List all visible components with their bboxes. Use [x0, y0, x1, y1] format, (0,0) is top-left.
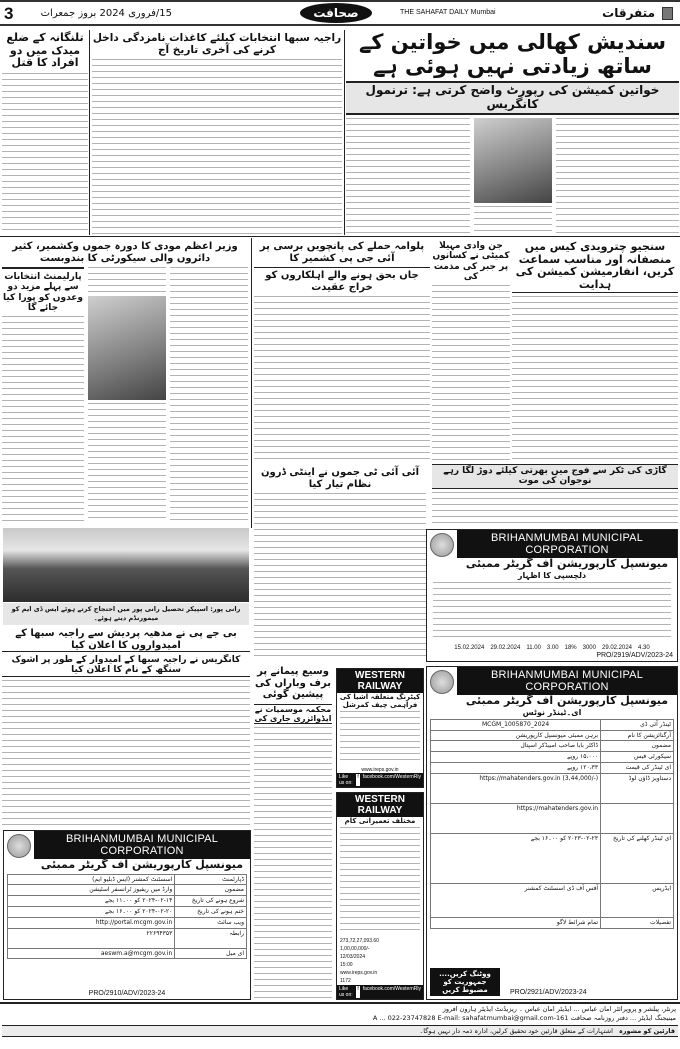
ad-date: 29.02.2024	[601, 645, 633, 651]
parliament-headline: پارلیمنٹ انتخابات سے پہلے مزید دو وعدوں کو پورا کیا جائے گا	[2, 267, 84, 313]
pulwama-headline: پلوامہ حملے کی پانچویں برسی پر آئی جی پی کشمیر کا	[259, 241, 425, 264]
english-title: THE SAHAFAT DAILY Mumbai	[400, 9, 496, 16]
ad-amount: 1,00,00,000/-	[340, 946, 370, 952]
rajya-sabha-body	[92, 59, 342, 234]
modi-body	[88, 267, 166, 293]
ad-date: 15.02.2024	[454, 645, 485, 651]
notice-label: قارئین کو مشورہ	[618, 1026, 675, 1035]
row-label: ایڈریس	[601, 883, 674, 917]
pulwama-body	[254, 296, 430, 463]
row-value: آفس آف ڈی اسسٹنٹ کمشنر	[431, 883, 601, 917]
pulwama-story	[254, 241, 430, 463]
facebook-link[interactable]: facebook.com/WesternRly	[362, 986, 421, 992]
politician-photo	[474, 118, 552, 203]
modi-photo	[88, 296, 166, 400]
ad-date: 29.02.2024	[490, 645, 521, 651]
iit-body	[254, 493, 426, 659]
page-header	[0, 0, 680, 26]
congress-headline: کانگریس نے راجیہ سبھا کے امیدوار کے طور پر اشوک سنگھ کے نام کا اعلان کیا	[2, 655, 250, 677]
section-icon	[662, 7, 673, 20]
table-row	[8, 885, 247, 896]
row-label	[601, 803, 674, 833]
sandeshkhali-body	[346, 118, 470, 234]
facebook-icon: f	[356, 986, 359, 998]
row-value: ۲۰۲۴-۰۲-۱۴ کو ۰۰۔۱۱ بجے	[8, 896, 175, 907]
ad-urdu-title: میونسپل کارپوریشن آف گریٹر ممبئی	[465, 694, 669, 707]
iit-story	[254, 467, 426, 659]
facebook-link[interactable]: facebook.com/WesternRly	[362, 774, 421, 780]
table-row	[8, 907, 247, 918]
ad-time: 11.00	[526, 645, 541, 651]
row-label: ای میل	[175, 948, 247, 959]
row-value: برہن ممبئی میونسپل کارپوریشن	[431, 730, 601, 741]
masthead-logo: صحافت	[300, 3, 372, 23]
western-railway-ad-1	[336, 668, 424, 788]
ad-title: BRIHANMUMBAI MUNICIPAL CORPORATION	[457, 667, 677, 695]
row-label: شروع ہونے کی تاریخ	[175, 896, 247, 907]
table-row	[8, 917, 247, 928]
ad-title: BRIHANMUMBAI MUNICIPAL CORPORATION	[34, 831, 250, 859]
modi-body	[170, 267, 248, 523]
western-railway-ad-2	[336, 792, 424, 1000]
weather-story	[254, 666, 332, 998]
bmc-seal-icon	[430, 670, 454, 694]
row-label: آرگنائزیشن کا نام	[601, 730, 674, 741]
row-value: ۲۲۶۹۴۳۵۳	[8, 928, 175, 948]
ad-body	[340, 827, 420, 935]
bjp-headline: بی جے پی نے مدھیہ پردیش سے راجیہ سبھا کے امیدواروں کا اعلان کیا	[2, 628, 250, 652]
ad-urdu-title: کیٹرنگ متعلقہ اشیا کی فراہمی چیف کمرشل	[339, 693, 421, 710]
parliament-story	[2, 267, 84, 523]
notice-text: اشتہارات کے متعلق قارئین خود تحقیق کرلیں، ادارہ ذمہ دار نہیں ہوگا۔	[419, 1026, 613, 1035]
row-label: ویب سائٹ	[175, 917, 247, 928]
table-row	[431, 883, 674, 917]
table-row	[431, 719, 674, 730]
bmc-notice-ad	[3, 830, 251, 1000]
telangana-body	[2, 73, 88, 234]
ad-gst: 18%	[564, 645, 577, 651]
weather-body	[254, 727, 332, 998]
row-value: ۲۰۲۳-۰۲-۲۳ کو ۰۰۔۱۶ بجے	[431, 833, 601, 883]
sandeshkhali-body	[474, 206, 552, 234]
ad-body	[340, 711, 420, 765]
row-value: ۲۰۲۴-۰۲-۲۰ کو ۰۰۔۱۶ بجے	[8, 907, 175, 918]
imprint-line: پرنٹر، پبلشر و پروپرائٹر امان عباس ... ایڈیٹر امان عباس ۔ ریزیڈنٹ ایڈیٹر ہارون افروز	[442, 1005, 676, 1013]
modi-photo-column	[88, 267, 166, 523]
row-value[interactable]: https://mahatenders.gov.in	[431, 803, 601, 833]
row-value: ۱۵،۰۰۰ روپے	[431, 752, 601, 763]
ad-urdu-title: میونسپل کارپوریشن آف گریٹر ممبئی	[465, 557, 669, 570]
janwadi-story	[432, 241, 510, 460]
ad-urdu-title: مختلف تعمیراتی کام	[344, 817, 416, 825]
ad-urdu-title: میونسپل کارپوریشن آف گریٹر ممبئی	[40, 858, 244, 871]
social-bar	[337, 773, 423, 787]
modi-columns	[2, 267, 248, 523]
row-value: 2024_MCGM_1005870	[431, 719, 601, 730]
row-label: تفصیلات	[601, 917, 674, 928]
footer	[0, 1002, 680, 1049]
table-row	[431, 917, 674, 928]
ad-ref: PRO/2921/ADV/2023-24	[510, 989, 587, 996]
row-value[interactable]: aeswm.a@mcgm.gov.in	[8, 948, 175, 959]
imprint-contact: مینیجنگ ایڈیٹر ... دفتر روزنامہ صحافت 161-A ... 022-23747828 E-mail: sahafatmumbai@gmail.com	[372, 1014, 676, 1023]
protest-photo	[3, 528, 249, 602]
ad-title: BRIHANMUMBAI MUNICIPAL CORPORATION	[457, 530, 677, 558]
bmc-eoi-ad	[426, 529, 678, 662]
weather-subhead: محکمہ موسمیات نے ایڈوائزری جاری کی	[254, 704, 332, 723]
ad-code: 1172	[340, 978, 351, 984]
row-value: ۱۲۰،۳۳ روپے	[431, 763, 601, 774]
column-divider	[251, 238, 252, 528]
bmc-seal-icon	[7, 834, 31, 858]
ad-time: 15:00	[340, 962, 353, 968]
photo-caption: رانی پور: اسپیکر تحصیل رانی پور میں احتجاج کرتے ہوئے ایس ڈی ایم کو میمورنڈم دیتے ہوئے۔	[3, 603, 249, 625]
table-row	[431, 833, 674, 883]
ad-fee: 3000	[582, 645, 596, 651]
ad-ref: PRO/2910/ADV/2023-24	[88, 990, 166, 997]
sandeshkhali-story	[346, 30, 679, 234]
army-body	[432, 492, 678, 526]
parliament-body	[2, 316, 84, 523]
row-value[interactable]: http://portal.mcgm.gov.in	[8, 917, 175, 928]
column-divider	[89, 30, 90, 235]
ad-title: WESTERN RAILWAY	[337, 793, 423, 817]
bmc-etender-ad	[426, 666, 678, 1000]
telangana-story	[2, 32, 88, 234]
pulwama-headline-2: جاں بحق ہونے والے اہلکاروں کو خراج عقیدت	[254, 267, 430, 293]
army-headline: گاڑی کی ٹکر سے فوج میں بھرتی کیلئے دوڑ لگا رہے نوجوان کی موت	[432, 464, 678, 489]
table-row	[431, 763, 674, 774]
facebook-icon: f	[356, 774, 359, 786]
table-row	[8, 948, 247, 959]
table-row	[431, 773, 674, 803]
row-value: اسسٹنٹ کمشنر (ایس ڈبلیو ایم)	[8, 874, 175, 885]
table-row	[431, 730, 674, 741]
ad-subtitle: دلچسپی کا اظہار	[517, 570, 587, 580]
sandeshkhali-body	[556, 118, 680, 234]
table-row	[8, 874, 247, 885]
row-label: مضمون	[175, 885, 247, 896]
sandeshkhali-subhead: خواتین کمیشن کی رپورٹ واضح کرتی ہے: ترنمول کانگریس	[346, 81, 679, 115]
row-label: سیکورٹی فیس	[601, 752, 674, 763]
table-row	[431, 803, 674, 833]
page-number: 3	[4, 4, 14, 23]
janwadi-headline: جن وادی مہیلا کمیٹی نے کسانوں پر جبر کی مذمت کی	[432, 241, 510, 283]
rajya-sabha-story	[92, 32, 342, 234]
row-value[interactable]: https://mahatenders.gov.in (3,44,000/-)	[431, 773, 601, 803]
table-row	[431, 752, 674, 763]
bjp-congress-story	[2, 628, 250, 826]
rajya-sabha-headline: راجیہ سبھا انتخابات کیلئے کاغذات نامزدگی داخل کرنے کی آخری تاریخ آج	[92, 32, 342, 57]
ad-time: 4.30	[638, 645, 650, 651]
telangana-headline: تلنگانہ کے ضلع میدک میں دو افراد کا قتل	[6, 31, 84, 70]
chaturvedi-body	[512, 296, 678, 460]
notice-table	[7, 874, 247, 960]
table-row	[8, 896, 247, 907]
row-label: ای ٹینڈر کھلنے کی تاریخ	[601, 833, 674, 883]
like-label: Like us on:	[339, 986, 353, 998]
row-value: تمام شرائط لاگو	[431, 917, 601, 928]
table-row	[8, 928, 247, 948]
like-label: Like us on:	[339, 774, 353, 786]
ad-subtitle: ای۔ٹینڈر نوٹس	[522, 707, 582, 717]
issue-date: 15/فروری 2024 بروز جمعرات	[40, 8, 172, 19]
row-label: مضمون	[601, 741, 674, 752]
social-bar	[337, 985, 423, 999]
row-label: رابطہ	[175, 928, 247, 948]
chaturvedi-headline: سنجیو چترویدی کیس میں منصفانہ اور مناسب سماعت کریں، انفارمیشن کمیشن کی ہدایت	[512, 241, 678, 293]
ad-website: www.ireps.gov.in	[361, 767, 399, 773]
row-label: دستاویز ڈاؤن لوڈ	[601, 773, 674, 803]
vote-slogan-badge: ووٹنگ کریں.... جمہوریت کو مضبوط کریں	[430, 968, 500, 996]
row-label: ٹینڈر آئی ڈی	[601, 719, 674, 730]
modi-body	[88, 403, 166, 523]
sandeshkhali-columns	[346, 118, 679, 234]
iit-headline: آئی آئی ٹی جموں نے اینٹی ڈرون نظام تیار کیا	[260, 467, 420, 490]
weather-headline: وسیع پیمانے پر برف وباراں کی پیشین گوئی	[255, 666, 331, 700]
row-divider	[0, 236, 680, 237]
ad-website: www.ireps.gov.in	[340, 970, 378, 976]
modi-headline: وزیر اعظم مودی کا دورہ جموں وکشمیر، کثیر دائروں والی سیکورٹی کا بندوبست	[12, 241, 238, 264]
ad-time: 3.00	[546, 645, 559, 651]
bmc-seal-icon	[430, 533, 454, 557]
row-value: وارڈ میں ریفیوز ٹرانسفر اسٹیشن	[8, 885, 175, 896]
section-name: متفرقات	[602, 6, 655, 20]
row-label: ڈپارٹمنٹ	[175, 874, 247, 885]
ad-body	[433, 582, 671, 642]
janwadi-body	[432, 285, 510, 460]
table-row	[431, 741, 674, 752]
ad-ref: PRO/2919/ADV/2023-24	[596, 652, 673, 659]
row-label: ای ٹینڈر کی قیمت	[601, 763, 674, 774]
modi-story	[2, 241, 248, 523]
ad-title: WESTERN RAILWAY	[337, 669, 423, 693]
tender-table	[430, 719, 674, 929]
column-divider	[344, 30, 345, 235]
army-story	[432, 464, 678, 526]
row-label: ختم ہونے کی تاریخ	[175, 907, 247, 918]
congress-body	[2, 680, 250, 826]
sandeshkhali-headline: سندیش کھالی میں خواتین کے ساتھ زیادتی نہیں ہوئی ہے	[358, 30, 667, 79]
sandeshkhali-photo-column	[474, 118, 552, 234]
row-value: ڈاکٹر بابا صاحب امبیڈکر اسپتال	[431, 741, 601, 752]
ad-date: 12/03/2024	[340, 954, 366, 960]
readers-notice	[2, 1025, 678, 1037]
chaturvedi-story	[512, 241, 678, 460]
ad-amount: 273,72,27,093.60	[340, 938, 379, 944]
